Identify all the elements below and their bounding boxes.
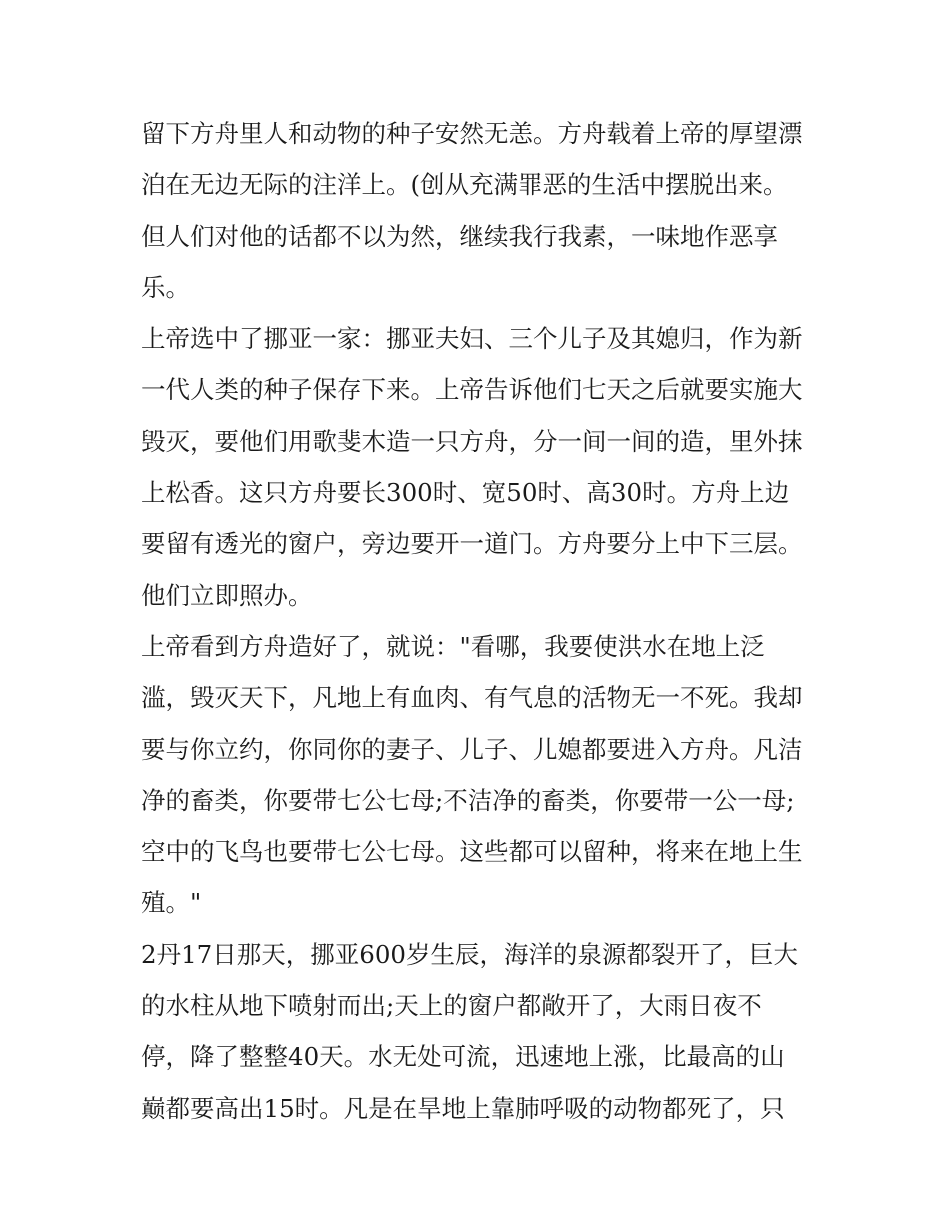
text-line: 净的畜类，你要带七公七母;不洁净的畜类，你要带一公一母; xyxy=(141,785,795,815)
text-line: 要与你立约，你同你的妻子、儿子、儿媳都要进入方舟。凡洁 xyxy=(141,734,803,764)
text-line: 但人们对他的话都不以为然，继续我行我素，一味地作恶享 xyxy=(141,221,778,251)
text-line: 滥，毁灭天下，凡地上有血肉、有气息的活物无一不死。我却 xyxy=(141,683,803,713)
text-line: 泊在无边无际的注洋上。(创从充满罪恶的生活中摆脱出来。 xyxy=(141,170,788,200)
text-line: 毁灭，要他们用歌斐木造一只方舟，分一间一间的造，里外抹 xyxy=(141,426,803,456)
text-line: 2丹17日那天，挪亚600岁生辰，海洋的泉源都裂开了，巨大 xyxy=(141,939,799,969)
text-line: 停，降了整整40天。水无处可流，迅速地上涨，比最高的山 xyxy=(141,1042,785,1072)
body-text xyxy=(141,108,821,1134)
text-line: 留下方舟里人和动物的种子安然无恙。方舟载着上帝的厚望漂 xyxy=(141,119,803,148)
text-line: 上帝选中了挪亚一家：挪亚夫妇、三个儿子及其媳归，作为新 xyxy=(141,324,803,354)
text-line: 乐。 xyxy=(141,272,190,302)
text-line: 空中的飞鸟也要带七公七母。这些都可以留种，将来在地上生 xyxy=(141,837,803,867)
text-line: 殖。" xyxy=(141,888,202,918)
text-line: 的水柱从地下喷射而出;天上的窗户都敞开了，大雨日夜不 xyxy=(141,991,762,1021)
text-line: 一代人类的种子保存下来。上帝告诉他们七天之后就要实施大 xyxy=(141,375,803,405)
text-line: 要留有透光的窗户，旁边要开一道门。方舟要分上中下三层。 xyxy=(141,529,803,559)
text-line: 上帝看到方舟造好了，就说："看哪，我要使洪水在地上泛 xyxy=(141,631,765,661)
text-line: 巅都要高出15时。凡是在旱地上靠肺呼吸的动物都死了，只 xyxy=(141,1093,785,1123)
text-line: 他们立即照办。 xyxy=(141,580,313,610)
text-line: 上松香。这只方舟要长300时、宽50时、高30时。方舟上边 xyxy=(141,478,790,508)
